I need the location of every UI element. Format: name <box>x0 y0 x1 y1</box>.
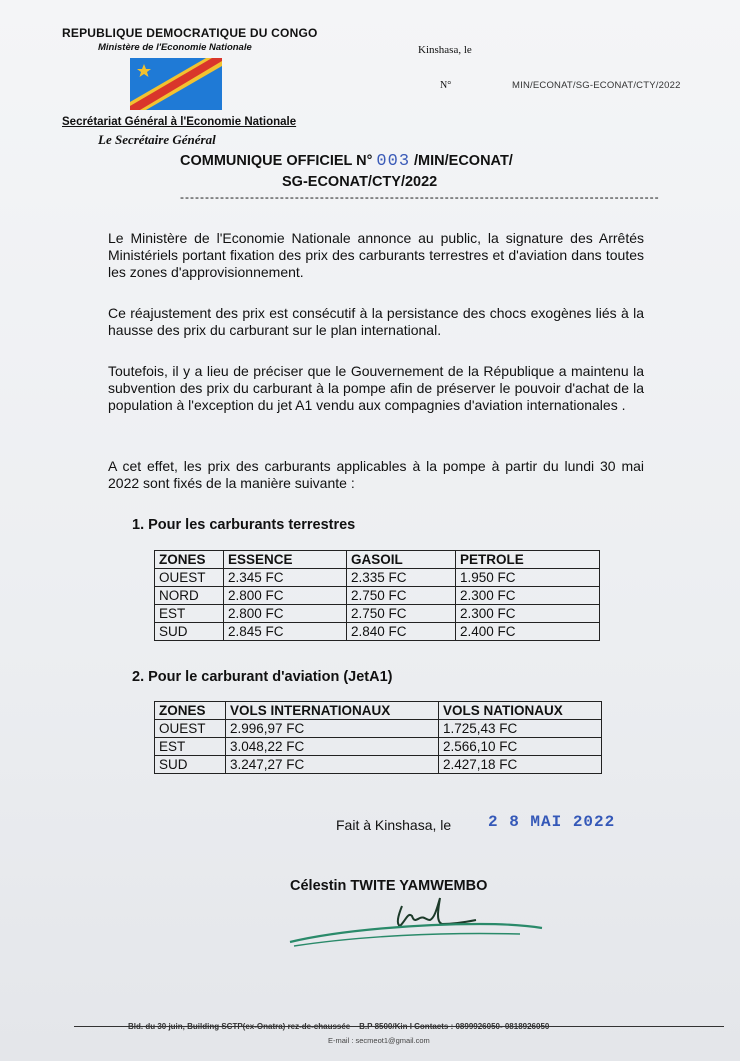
column-header: GASOIL <box>347 551 456 569</box>
table-cell: 2.335 FC <box>347 569 456 587</box>
table-header-row <box>155 551 600 569</box>
paragraph-2: Ce réajustement des prix est consécutif à la persistance des chocs exogènes liés à la hausse des prix du carburant sur le plan international. <box>108 305 644 338</box>
table-cell: 2.840 FC <box>347 623 456 641</box>
paragraph-4: A cet effet, les prix des carburants applicables à la pompe à partir du lundi 30 mai 2022 sont fixés de la manière suivante : <box>108 458 644 491</box>
table-cell: OUEST <box>155 569 224 587</box>
column-header: VOLS NATIONAUX <box>439 702 602 720</box>
title-prefix: COMMUNIQUE OFFICIEL N° <box>180 153 373 169</box>
table-row <box>155 605 600 623</box>
table-cell: SUD <box>155 756 226 774</box>
reference-code: MIN/ECONAT/SG-ECONAT/CTY/2022 <box>512 80 681 91</box>
table-cell: EST <box>155 605 224 623</box>
table-cell: 2.800 FC <box>224 587 347 605</box>
table-cell: NORD <box>155 587 224 605</box>
table-cell: 2.427,18 FC <box>439 756 602 774</box>
table-cell: 3.048,22 FC <box>226 738 439 756</box>
table-cell: 2.750 FC <box>347 605 456 623</box>
table-cell: 1.950 FC <box>456 569 600 587</box>
table-cell: 2.300 FC <box>456 587 600 605</box>
table-cell: 2.345 FC <box>224 569 347 587</box>
drc-flag-icon <box>130 58 222 110</box>
signatory-name: Célestin TWITE YAMWEMBO <box>290 878 488 894</box>
handwritten-signature-icon <box>280 890 560 950</box>
secretariat-name: Secrétariat Général à l'Economie Nationale <box>62 116 297 128</box>
table-row <box>155 756 602 774</box>
table-row <box>155 720 602 738</box>
table-row <box>155 587 600 605</box>
table-cell: 2.996,97 FC <box>226 720 439 738</box>
column-header: PETROLE <box>456 551 600 569</box>
footer-address: Bld. du 30 juin, Building SCTP(ex-Onatra) rez-de-chaussée – B.P 8500/Kin I Contacts : 0899926050- 0818926050 <box>128 1022 550 1031</box>
table-cell: 2.800 FC <box>224 605 347 623</box>
table-row <box>155 623 600 641</box>
section-heading-aviation: 2. Pour le carburant d'aviation (JetA1) <box>132 669 393 685</box>
table-row <box>155 738 602 756</box>
terrestrial-fuel-table <box>154 550 600 641</box>
table-cell: 2.566,10 FC <box>439 738 602 756</box>
table-cell: 1.725,43 FC <box>439 720 602 738</box>
table-cell: 2.400 FC <box>456 623 600 641</box>
communique-number: 003 <box>376 152 411 171</box>
secretary-general: Le Secrétaire Général <box>98 132 216 147</box>
communique-title <box>180 152 513 171</box>
table-header-row <box>155 702 602 720</box>
place-of-signature: Fait à Kinshasa, le <box>336 817 452 833</box>
communique-title-line2: SG-ECONAT/CTY/2022 <box>282 174 438 190</box>
column-header: ESSENCE <box>224 551 347 569</box>
title-divider: ------------------------------------------------------------------------------------------------ <box>180 190 660 204</box>
table-cell: EST <box>155 738 226 756</box>
paragraph-1: Le Ministère de l'Economie Nationale annonce au public, la signature des Arrêtés Ministériels portant fixation des prix des carburants terrestres et d'aviation dans toutes les zones d'approvisionnement. <box>108 230 644 280</box>
footer-email: E-mail : secmeot1@gmail.com <box>328 1036 430 1045</box>
paragraph-3: Toutefois, il y a lieu de préciser que le Gouvernement de la République a maintenu la subvention des prix du carburant à la pompe afin de préserver le pouvoir d'achat de la population à l'exception du jet A1 vendu aux compagnies d'aviation internationales . <box>108 363 644 413</box>
ministry-name: Ministère de l'Economie Nationale <box>98 42 252 53</box>
aviation-fuel-table <box>154 701 602 774</box>
table-cell: SUD <box>155 623 224 641</box>
column-header: VOLS INTERNATIONAUX <box>226 702 439 720</box>
number-label: N° <box>440 80 452 91</box>
column-header: ZONES <box>155 551 224 569</box>
table-cell: OUEST <box>155 720 226 738</box>
section-heading-terrestrial: 1. Pour les carburants terrestres <box>132 517 356 533</box>
title-suffix: /MIN/ECONAT/ <box>414 153 513 169</box>
place-date: Kinshasa, le <box>418 44 472 56</box>
table-row <box>155 569 600 587</box>
table-cell: 2.300 FC <box>456 605 600 623</box>
column-header: ZONES <box>155 702 226 720</box>
table-cell: 2.750 FC <box>347 587 456 605</box>
republic-heading: REPUBLIQUE DEMOCRATIQUE DU CONGO <box>62 26 318 40</box>
date-stamp: 2 8 MAI 2022 <box>488 813 616 831</box>
table-cell: 3.247,27 FC <box>226 756 439 774</box>
table-cell: 2.845 FC <box>224 623 347 641</box>
